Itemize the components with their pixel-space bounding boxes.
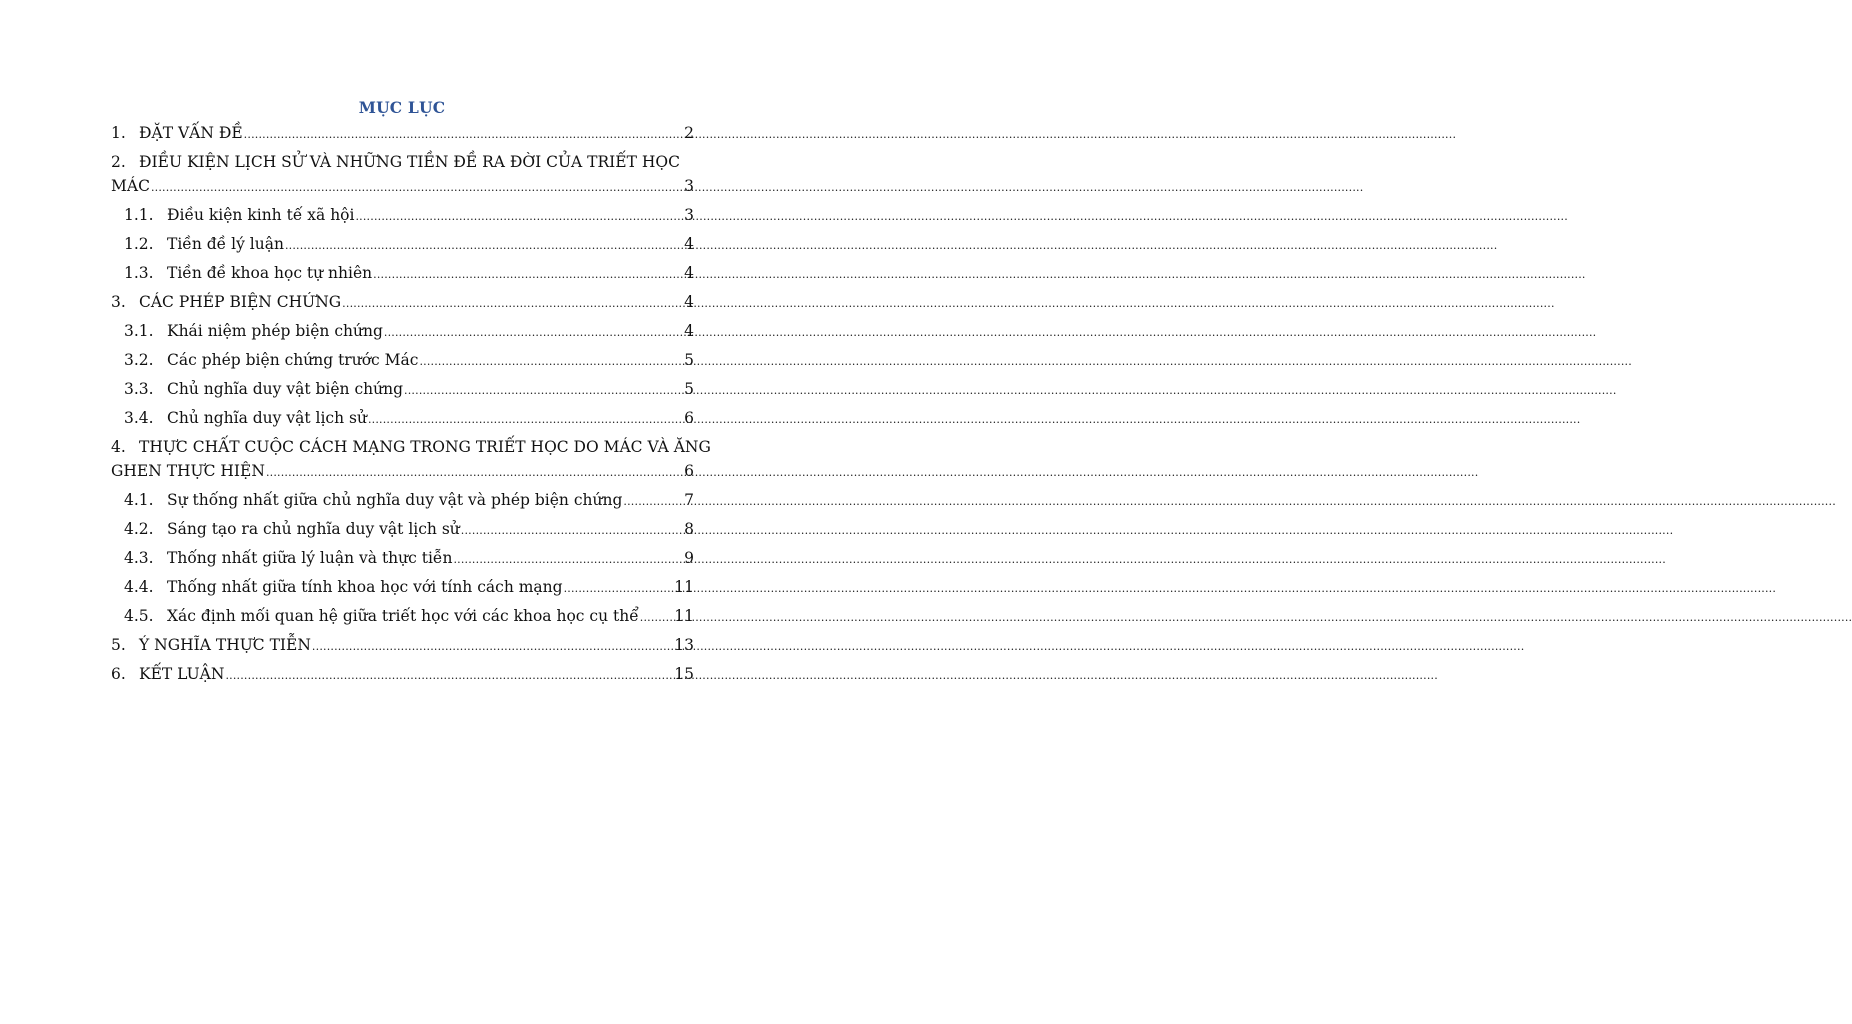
dot-leader [452, 548, 684, 572]
toc-entry-text: Chủ nghĩa duy vật biện chứng [167, 380, 404, 398]
dot-leader [622, 490, 684, 514]
toc-entry-text-continued: GHEN THỰC HIỆN [111, 462, 265, 480]
toc-entry-page: 3 [684, 177, 694, 195]
toc-entry-text-continued: MÁC [111, 177, 150, 195]
toc-entry-number: 4. [111, 438, 126, 456]
toc-entry-number: 5. [111, 636, 126, 654]
document-page [0, 0, 768, 1024]
toc-entry-text: Sự thống nhất giữa chủ nghĩa duy vật và phép biện chứng [167, 491, 623, 509]
toc-entry-number: 3.1. [124, 322, 154, 340]
toc-entry-number: 4.1. [124, 491, 154, 509]
toc-entry-text: Ý NGHĨA THỰC TIỄN [139, 636, 311, 654]
toc-entry-text: Các phép biện chứng trước Mác [167, 351, 419, 369]
toc-title: MỤC LỤC [358, 98, 446, 117]
toc-entry-text: Tiền đề lý luận [167, 235, 284, 253]
toc-entry-page: 11 [674, 578, 694, 596]
toc-entry-text: ĐẶT VẤN ĐỀ [139, 124, 243, 142]
toc-entry[interactable] [111, 260, 694, 289]
toc-entry-number: 3.2. [124, 351, 154, 369]
dot-leader [354, 205, 684, 229]
toc-entry-text: Tiền đề khoa học tự nhiên [167, 264, 373, 282]
toc-entry-number: 4.2. [124, 520, 154, 538]
toc-entry-text: CÁC PHÉP BIỆN CHỨNG [139, 293, 342, 311]
toc-entry-number: 4.3. [124, 549, 154, 567]
toc-entry-number: 3.4. [124, 409, 154, 427]
dot-leader [243, 123, 684, 147]
dot-leader [639, 606, 675, 630]
toc-entry-number: 2. [111, 153, 126, 171]
toc-entry[interactable] [111, 632, 694, 661]
toc-entry-number: 1.2. [124, 235, 154, 253]
toc-entry-page: 6 [684, 462, 694, 480]
toc-entry[interactable] [111, 405, 694, 434]
dot-leader [224, 664, 674, 688]
toc-entry[interactable] [111, 231, 694, 260]
toc-entry-text: Thống nhất giữa tính khoa học với tính cách mạng [167, 578, 563, 596]
toc-entry[interactable] [111, 603, 694, 632]
toc-entry-text: ĐIỀU KIỆN LỊCH SỬ VÀ NHỮNG TIỀN ĐỀ RA ĐỜI CỦA TRIẾT HỌC [139, 153, 680, 171]
dot-leader [563, 577, 675, 601]
dot-leader [460, 519, 684, 543]
toc-entry-page: 15 [674, 665, 694, 683]
toc-entry[interactable] [111, 347, 694, 376]
table-of-contents [111, 120, 711, 690]
toc-entry-number: 1.1. [124, 206, 154, 224]
dot-leader [418, 350, 684, 374]
toc-entry[interactable] [111, 516, 694, 545]
toc-entry-number: 1.3. [124, 264, 154, 282]
dot-leader [341, 292, 684, 316]
dot-leader [383, 321, 684, 345]
toc-entry-page: 2 [684, 124, 694, 142]
dot-leader [372, 263, 684, 287]
toc-entry[interactable] [111, 149, 694, 202]
toc-entry[interactable] [111, 289, 694, 318]
toc-entry-number: 4.4. [124, 578, 154, 596]
toc-entry-page: 4 [684, 293, 694, 311]
toc-entry[interactable] [111, 376, 694, 405]
dot-leader [367, 408, 684, 432]
toc-entry-text: Xác định mối quan hệ giữa triết học với các khoa học cụ thể [167, 607, 639, 625]
toc-entry-page: 6 [684, 409, 694, 427]
toc-entry[interactable] [111, 434, 711, 487]
toc-entry-page: 4 [684, 264, 694, 282]
toc-entry-page: 4 [684, 235, 694, 253]
dot-leader [403, 379, 684, 403]
dot-leader [265, 461, 684, 485]
toc-entry[interactable] [111, 574, 694, 603]
toc-entry-page: 8 [684, 520, 694, 538]
toc-entry-text: KẾT LUẬN [139, 665, 225, 683]
toc-entry[interactable] [111, 661, 694, 690]
toc-entry[interactable] [111, 120, 694, 149]
toc-entry-page: 3 [684, 206, 694, 224]
toc-entry-number: 3. [111, 293, 126, 311]
toc-entry-page: 11 [674, 607, 694, 625]
toc-entry-page: 9 [684, 549, 694, 567]
toc-entry-text: Chủ nghĩa duy vật lịch sử [167, 409, 367, 427]
dot-leader [284, 234, 684, 258]
toc-entry-number: 6. [111, 665, 126, 683]
toc-entry-number: 3.3. [124, 380, 154, 398]
toc-entry-text: Điều kiện kinh tế xã hội [167, 206, 355, 224]
toc-entry-text: Thống nhất giữa lý luận và thực tiễn [167, 549, 453, 567]
toc-entry-page: 13 [674, 636, 694, 654]
dot-leader [150, 176, 684, 200]
toc-entry-text: Sáng tạo ra chủ nghĩa duy vật lịch sử [167, 520, 460, 538]
toc-entry-page: 5 [684, 380, 694, 398]
toc-entry[interactable] [111, 487, 694, 516]
dot-leader [311, 635, 674, 659]
toc-entry-text: THỰC CHẤT CUỘC CÁCH MẠNG TRONG TRIẾT HỌC DO MÁC VÀ ĂNG [139, 438, 711, 456]
toc-entry-text: Khái niệm phép biện chứng [167, 322, 383, 340]
toc-entry[interactable] [111, 318, 694, 347]
toc-entry-number: 1. [111, 124, 126, 142]
toc-entry[interactable] [111, 545, 694, 574]
toc-entry-page: 7 [684, 491, 694, 509]
toc-entry[interactable] [111, 202, 694, 231]
toc-entry-page: 4 [684, 322, 694, 340]
toc-entry-number: 4.5. [124, 607, 154, 625]
toc-entry-page: 5 [684, 351, 694, 369]
